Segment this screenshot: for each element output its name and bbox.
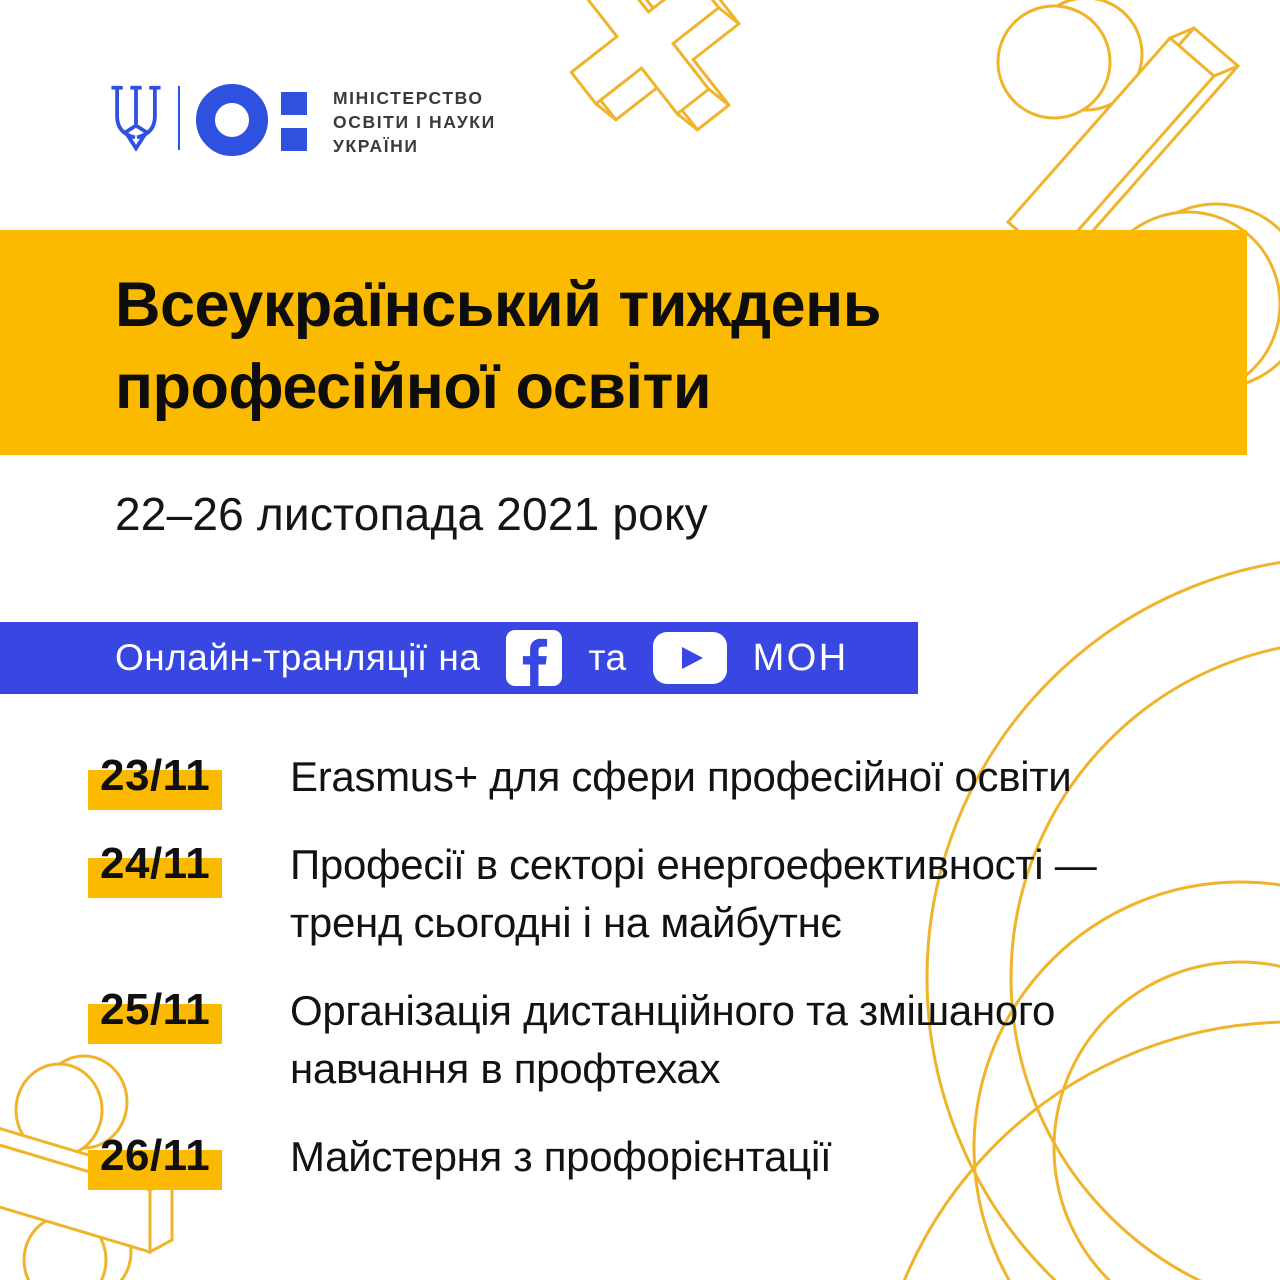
ministry-brand [110, 84, 496, 158]
schedule-item [88, 982, 1244, 1098]
mon-logo-ring-icon [196, 84, 268, 156]
poster-title-line: професійної освіти [115, 352, 712, 422]
ministry-name-line: ОСВІТИ І НАУКИ [333, 112, 496, 132]
schedule-date-badge: 23/11 [88, 748, 222, 804]
plus-icon [536, 0, 775, 169]
schedule-item-text: тренд сьогодні і на майбутнє [290, 899, 842, 946]
stream-conjunction: та [588, 637, 627, 678]
event-dates: 22–26 листопада 2021 року [115, 488, 708, 540]
schedule-item-text: навчання в профтехах [290, 1045, 721, 1092]
mon-logo-colon-icon [281, 84, 307, 151]
schedule-list [88, 748, 1244, 1216]
schedule-item-text: Erasmus+ для сфери професійної освіти [290, 753, 1072, 800]
poster-title-line: Всеукраїнський тиждень [115, 270, 881, 340]
schedule-item-text: Майстерня з профорієнтації [290, 1133, 832, 1180]
stream-channel: МОН [752, 636, 849, 679]
schedule-item-text: Професії в секторі енергоефективності — [290, 841, 1097, 888]
schedule-item [88, 836, 1244, 952]
schedule-date-badge: 26/11 [88, 1128, 222, 1184]
trident-icon [110, 84, 162, 152]
schedule-date-badge: 25/11 [88, 982, 222, 1038]
schedule-item-text: Організація дистанційного та змішаного [290, 987, 1056, 1034]
facebook-icon [506, 630, 562, 686]
mon-logo [196, 84, 307, 156]
ministry-name-line: МІНІСТЕРСТВО [333, 88, 484, 108]
logo-divider [178, 86, 180, 150]
ministry-name [333, 86, 496, 158]
schedule-item [88, 748, 1244, 806]
stream-banner [0, 622, 918, 694]
ministry-name-line: УКРАЇНИ [333, 136, 419, 156]
schedule-item [88, 1128, 1244, 1186]
youtube-icon [653, 632, 727, 684]
schedule-date-badge: 24/11 [88, 836, 222, 892]
stream-label: Онлайн-транляції на [115, 637, 481, 678]
poster-title [0, 230, 1247, 428]
title-banner [0, 230, 1247, 455]
